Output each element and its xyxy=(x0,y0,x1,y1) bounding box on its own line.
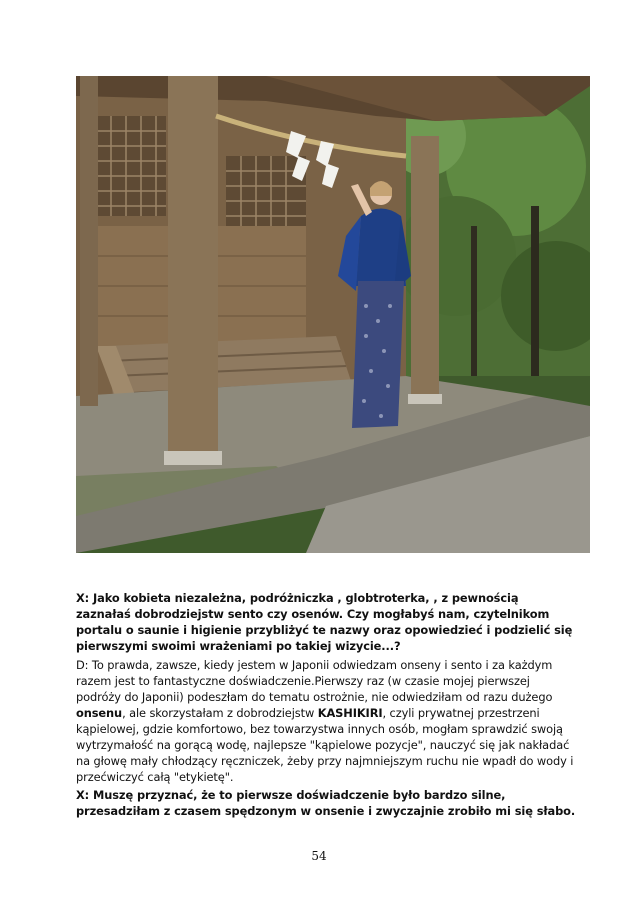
interview-question-2: X: Muszę przyznać, że to pierwsze doświadczenie było bardzo silne, przesadziłam z czasem spędzonym w onsenie i zwyczajnie zrobiło mi się słabo. xyxy=(76,788,576,818)
page-number: 54 xyxy=(311,849,327,863)
interview-answer xyxy=(76,657,576,785)
answer-text-3: , czyli prywatnej przestrzeni kąpielowej, gdzie komfortowo, bez towarzystwa innych osób, mogłam sprawdzić swoją wytrzymałość na gorącą wodę, najlepsze "kąpielowe pozycje", nauczyć się jak nakładać na głowę mały chłodzący ręczniczek, żeby przy najmniejszym ruchu nie wpadł do wody i przećwiczyć całą "etykietę". xyxy=(76,706,574,784)
answer-bold-kashikiri: KASHIKIRI xyxy=(317,706,383,720)
answer-bold-onsenu: onsenu xyxy=(76,706,123,720)
interview-question-1: X: Jako kobieta niezależna, podróżniczka , globtroterka, , z pewnością zaznałaś dobrodziejstw sento czy osenów. Czy mogłabyś nam, czytelnikom portalu o saunie i higienie przybliżyć te nazwy oraz opowiedzieć i podzielić się pierwszymi swoimi wrażeniami po takiej wizycie...? xyxy=(76,591,573,653)
answer-text-1: D: To prawda, zawsze, kiedy jestem w Japonii odwiedzam onseny i sento i za każdym razem jest to fantastyczne doświadczenie.Pierwszy raz (w czasie mojej pierwszej podróży do Japonii) podeszłam do tematu ostrożnie, nie odwiedziłam od razu dużego xyxy=(76,658,553,704)
answer-text-2: , ale skorzystałam z dobrodziejstw xyxy=(122,706,318,720)
shrine-photo xyxy=(76,76,590,553)
